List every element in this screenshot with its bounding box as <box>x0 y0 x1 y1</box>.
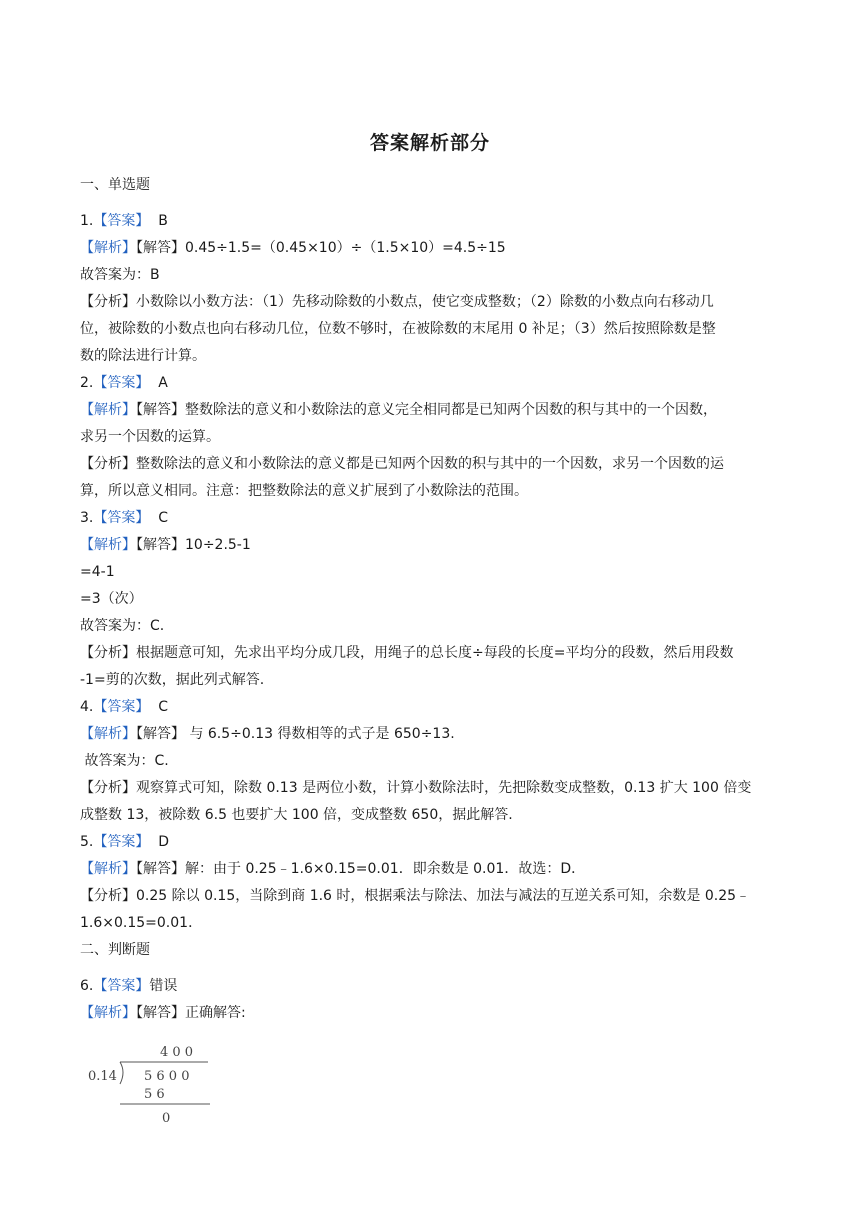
q1-answer: B <box>158 213 168 229</box>
solve-label: 【解答】 <box>136 402 185 418</box>
q4-analysis-text-1: 观察算式可知，除数 0.13 是两位小数，计算小数除法时，先把除数变成整数，0.13 扩大 100 倍变 <box>136 780 752 796</box>
answer-label: 【答案】 <box>93 978 150 994</box>
analysis-label: 【分析】 <box>80 294 136 310</box>
q2-analysis-line-2: 算，所以意义相同。注意：把整数除法的意义扩展到了小数除法的范围。 <box>80 483 528 499</box>
explain-label: 【解析】 <box>80 1005 136 1021</box>
page-title: 答案解析部分 <box>369 132 490 154</box>
answer-label: 【答案】 <box>93 699 150 715</box>
solve-label: 【解答】 <box>136 726 185 742</box>
q4-solve-line <box>80 721 782 748</box>
q4-answer-line <box>80 694 782 721</box>
q6-solve: 正确解答: <box>185 1005 246 1021</box>
explain-label: 【解析】 <box>80 861 136 877</box>
q3-number: 3. <box>80 510 94 526</box>
long-division-divisor: 0.14 <box>88 1069 117 1084</box>
answer-label: 【答案】 <box>93 375 150 391</box>
answer-label: 【答案】 <box>93 834 150 850</box>
q5-analysis-text-1: 0.25 除以 0.15，当除到商 1.6 时，根据乘法与除法、加法与减法的互逆关系可知，余数是 0.25﹣ <box>136 888 751 904</box>
explain-label: 【解析】 <box>80 402 136 418</box>
analysis-label: 【分析】 <box>80 645 136 661</box>
q2-solve-1: 整数除法的意义和小数除法的意义完全相同都是已知两个因数的积与其中的一个因数， <box>185 402 717 418</box>
q2-number: 2. <box>80 375 94 391</box>
q4-number: 4. <box>80 699 94 715</box>
q5-answer: D <box>158 834 170 850</box>
explain-label: 【解析】 <box>80 240 136 256</box>
solve-label: 【解答】 <box>136 240 185 256</box>
q5-number: 5. <box>80 834 94 850</box>
q6-solve-line <box>80 1000 782 1027</box>
long-division-remainder: 0 <box>162 1111 171 1126</box>
q4-solve: 与 6.5÷0.13 得数相等的式子是 650÷13. <box>185 726 455 742</box>
q3-analysis-line-1 <box>80 640 782 667</box>
q2-answer: A <box>158 375 168 391</box>
q1-conclusion: 故答案为：B <box>80 267 160 283</box>
q1-number: 1. <box>80 213 94 229</box>
q5-answer-line <box>80 829 782 856</box>
q6-answer-line <box>80 973 782 1000</box>
q2-solve-line <box>80 397 782 424</box>
answer-label: 【答案】 <box>93 213 150 229</box>
q4-analysis-line-2: 成整数 13，被除数 6.5 也要扩大 100 倍，变成整数 650，据此解答. <box>80 807 513 823</box>
q1-analysis-line-3: 数的除法进行计算。 <box>80 348 206 364</box>
solve-label: 【解答】 <box>136 1005 185 1021</box>
q1-analysis-line-1 <box>80 289 782 316</box>
section-heading-true-false: 二、判断题 <box>80 942 150 958</box>
solve-label: 【解答】 <box>136 861 185 877</box>
answer-label: 【答案】 <box>93 510 150 526</box>
q1-solve: 0.45÷1.5=（0.45×10）÷（1.5×10）=4.5÷15 <box>185 240 506 256</box>
q4-answer: C <box>158 699 169 715</box>
analysis-label: 【分析】 <box>80 456 136 472</box>
q2-analysis-line-1 <box>80 451 782 478</box>
explain-label: 【解析】 <box>80 726 136 742</box>
q6-answer: 错误 <box>149 978 178 994</box>
q3-analysis-text-1: 根据题意可知，先求出平均分成几段，用绳子的总长度÷每段的长度=平均分的段数，然后用段数 <box>136 645 734 661</box>
section-heading-single-choice: 一、单选题 <box>80 177 150 193</box>
q3-step-1: =4-1 <box>80 564 115 580</box>
q3-solve: 10÷2.5-1 <box>185 537 251 553</box>
q5-solve: 解：由于 0.25﹣1.6×0.15=0.01．即余数是 0.01．故选：D． <box>185 861 586 877</box>
q1-solve-line <box>80 235 782 262</box>
analysis-label: 【分析】 <box>80 780 136 796</box>
division-bracket <box>120 1062 123 1084</box>
q5-analysis-line-1 <box>80 883 782 910</box>
q4-conclusion: 故答案为：C. <box>80 753 169 769</box>
long-division-product: 5 6 <box>144 1087 165 1102</box>
q5-analysis-line-2: 1.6×0.15=0.01． <box>80 915 203 931</box>
long-division-quotient: 4 0 0 <box>160 1045 194 1060</box>
q3-conclusion: 故答案为：C. <box>80 618 165 634</box>
q4-analysis-line-1 <box>80 775 782 802</box>
explain-label: 【解析】 <box>80 537 136 553</box>
q2-answer-line <box>80 370 782 397</box>
q1-analysis-text-1: 小数除以小数方法：（1）先移动除数的小数点，使它变成整数；（2）除数的小数点向右移动几 <box>136 294 714 310</box>
q2-analysis-text-1: 整数除法的意义和小数除法的意义都是已知两个因数的积与其中的一个因数，求另一个因数的运 <box>136 456 724 472</box>
analysis-label: 【分析】 <box>80 888 136 904</box>
q1-answer-line <box>80 208 782 235</box>
q3-analysis-line-2: -1=剪的次数，据此列式解答. <box>80 672 265 688</box>
q1-analysis-line-2: 位，被除数的小数点也向右移动几位，位数不够时，在被除数的末尾用 0 补足；（3）然后按照除数是整 <box>80 316 782 343</box>
q3-step-2: =3（次） <box>80 591 143 607</box>
long-division-dividend: 5 6 0 0 <box>144 1069 190 1084</box>
q6-number: 6. <box>80 978 94 994</box>
q5-solve-line <box>80 856 782 883</box>
q2-solve-line-2: 求另一个因数的运算。 <box>80 429 220 445</box>
long-division-figure <box>86 1040 226 1128</box>
q3-solve-line <box>80 532 782 559</box>
q3-answer: C <box>158 510 169 526</box>
solve-label: 【解答】 <box>136 537 185 553</box>
q3-answer-line <box>80 505 782 532</box>
